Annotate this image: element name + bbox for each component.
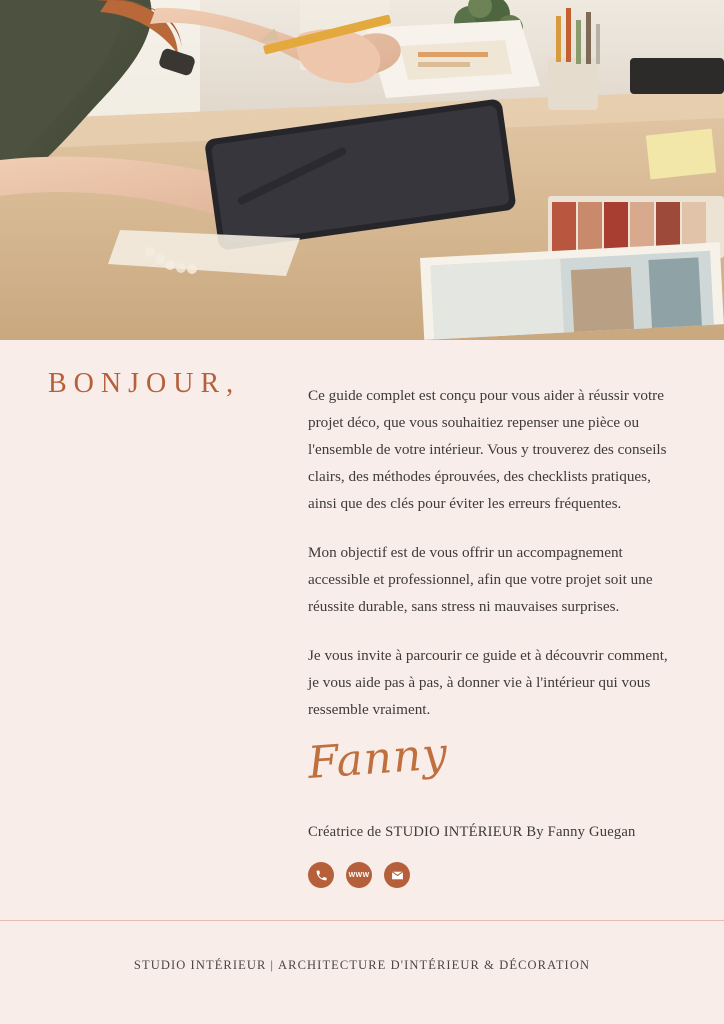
hero-photo — [0, 0, 724, 340]
footer-brand: STUDIO INTÉRIEUR — [133, 958, 267, 972]
author-credit: Créatrice de STUDIO INTÉRIEUR By Fanny Guegan — [308, 824, 636, 840]
footer-text — [0, 958, 724, 973]
signature: Fanny — [306, 728, 450, 789]
page-title: BONJOUR, — [48, 368, 241, 399]
page-footer — [0, 920, 724, 1024]
email-icon[interactable] — [384, 862, 410, 888]
footer-tagline: ARCHITECTURE D'INTÉRIEUR & DÉCORATION — [278, 958, 591, 972]
paragraph-2: Mon objectif est de vous offrir un accompagnement accessible et professionnel, afin que votre projet soit une réussite durable, sans stress ni mauvaises surprises. — [308, 544, 653, 615]
letter-body — [308, 382, 680, 745]
letter-content — [0, 340, 724, 1024]
phone-icon[interactable] — [308, 862, 334, 888]
paragraph-1: Ce guide complet est conçu pour vous aider à réussir votre projet déco, que vous souhaitiez repenser une pièce ou l'ensemble de votre intérieur. Vous y trouverez des conseils clairs, des méthodes éprouvées, des checklists pratiques, ainsi que des clés pour éviter les erreurs fréquentes. — [308, 387, 667, 512]
social-links — [308, 862, 410, 888]
paragraph-3: Je vous invite à parcourir ce guide et à découvrir comment, je vous aide pas à pas, à donner vie à l'intérieur qui vous ressemble vraiment. — [308, 647, 668, 718]
website-icon[interactable] — [346, 862, 372, 888]
website-label: WWW — [348, 871, 370, 879]
footer-separator: | — [270, 958, 275, 972]
footer-divider — [0, 920, 724, 921]
